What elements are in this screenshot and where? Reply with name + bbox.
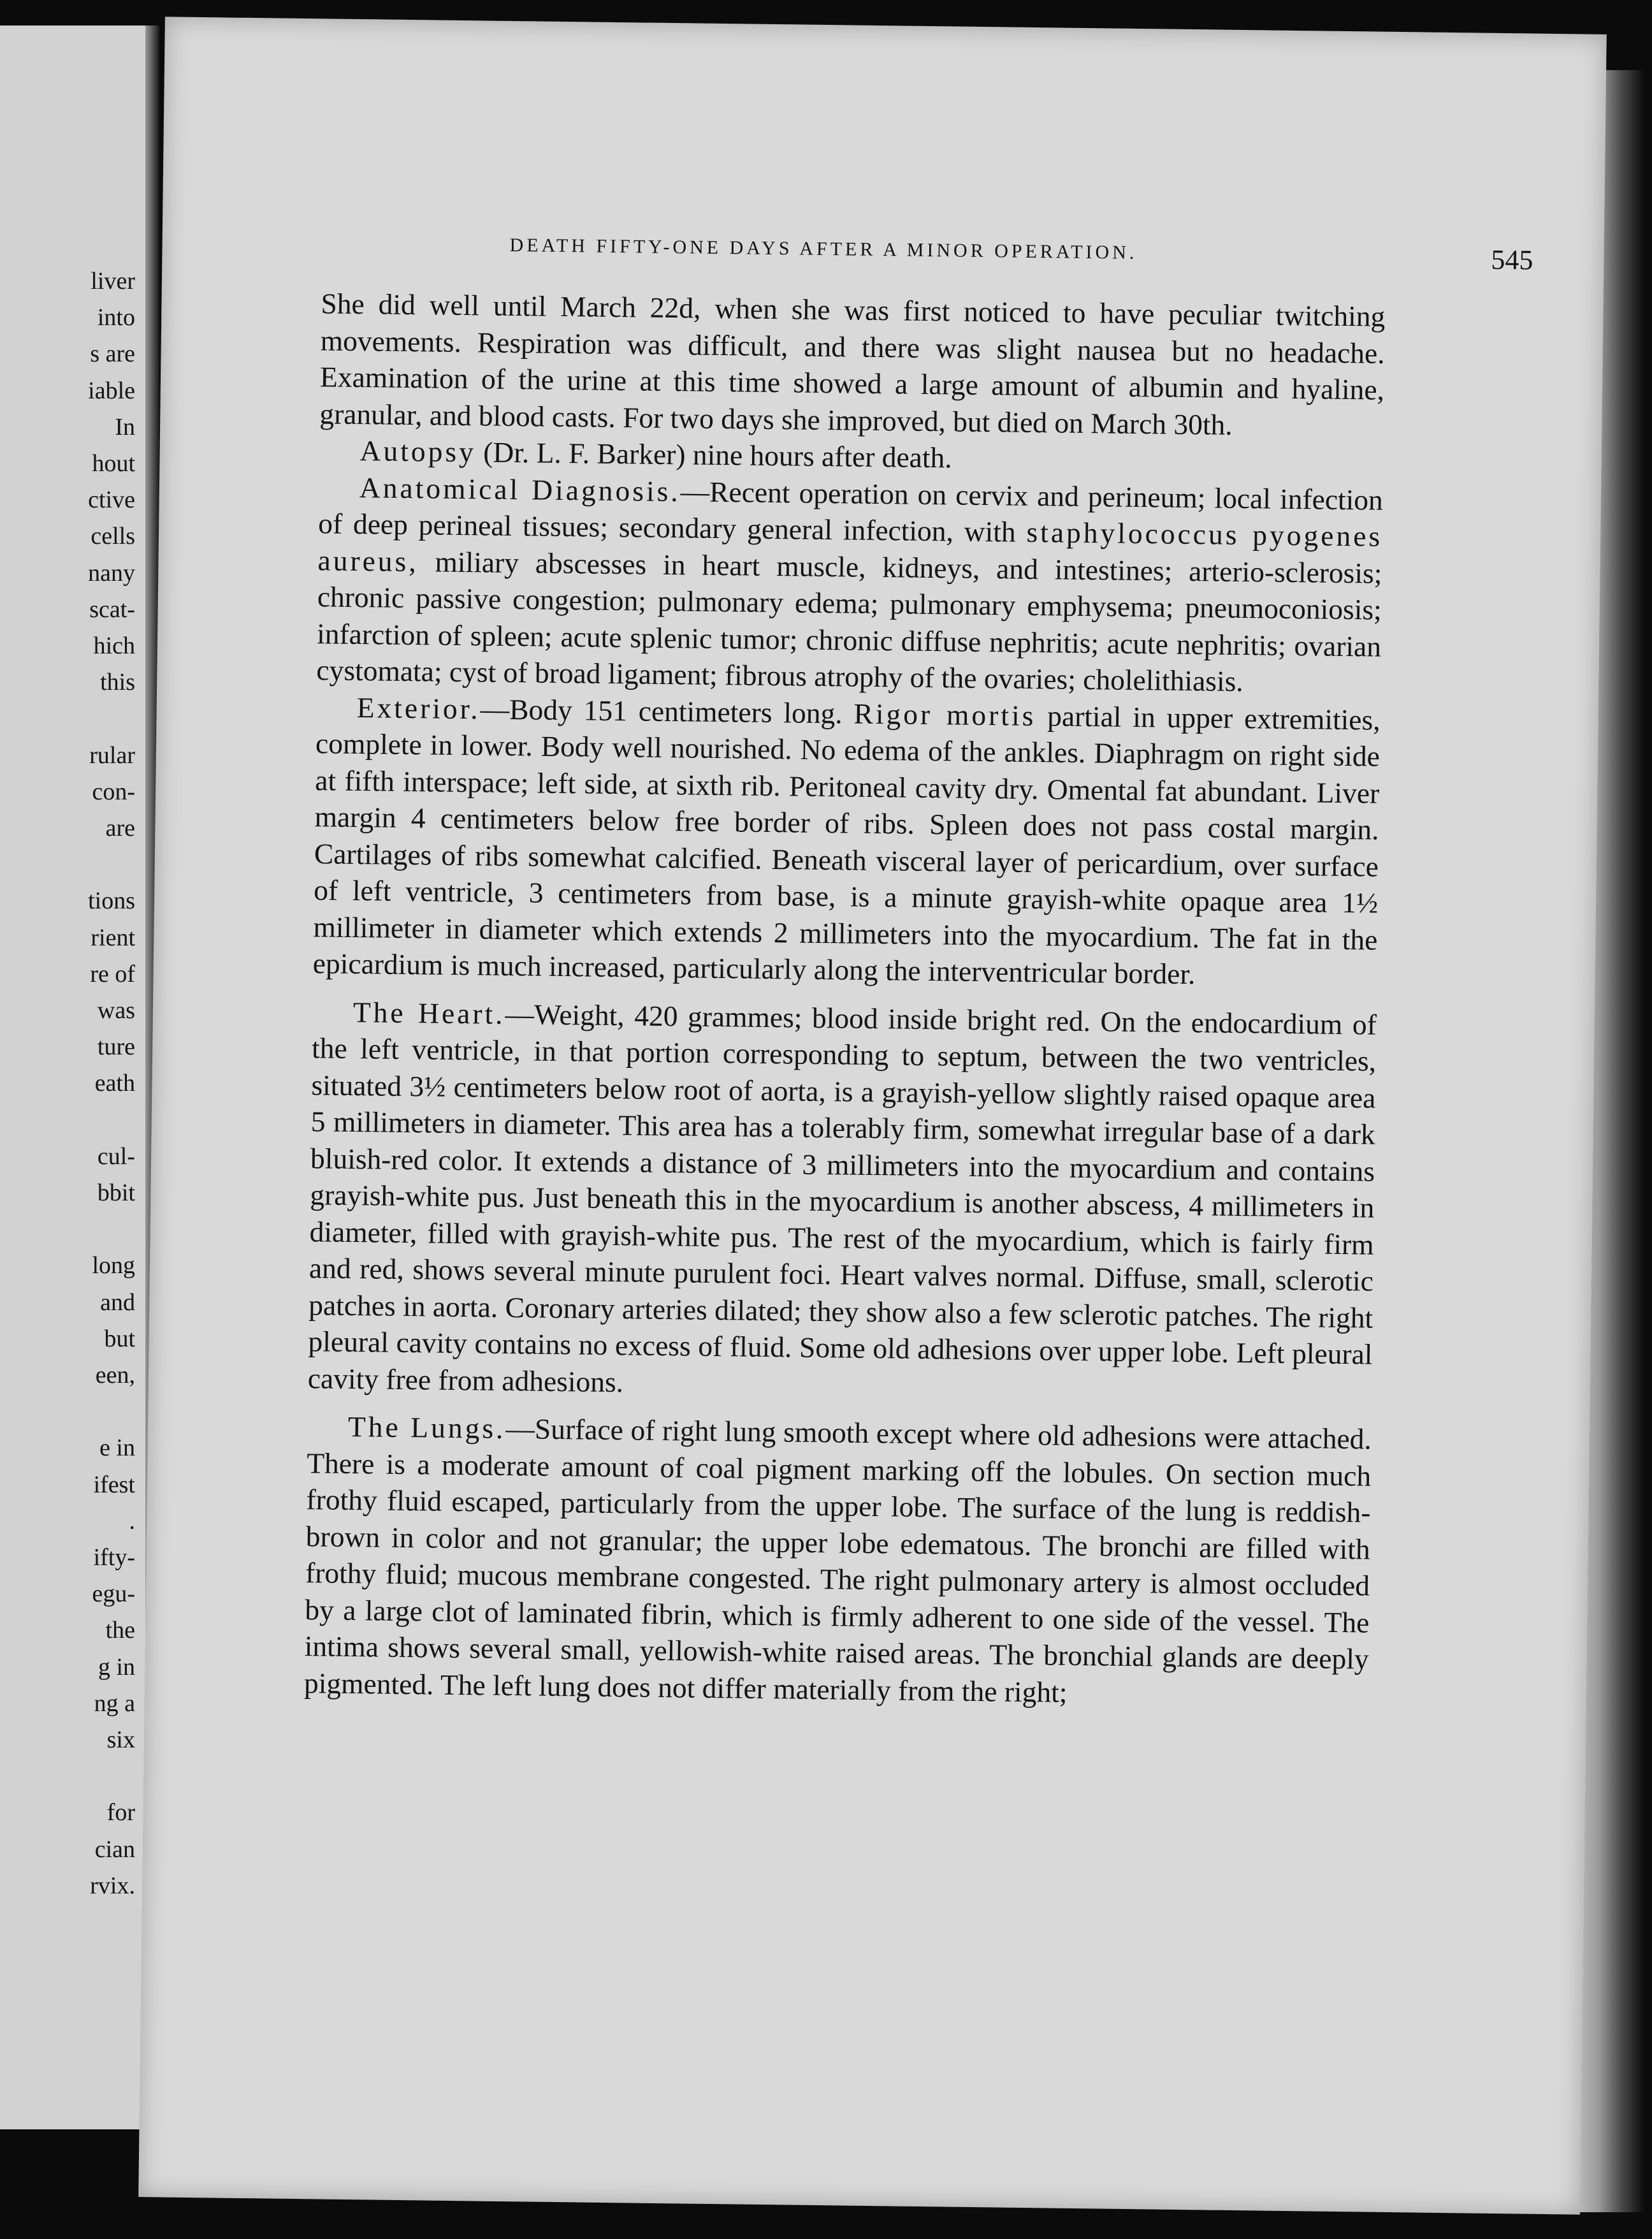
facing-page-line: con-: [92, 778, 135, 805]
facing-page-line: een,: [95, 1362, 135, 1389]
paragraph-heart: [308, 993, 1377, 1410]
exterior-text-b: partial in upper extremities, complete in lower. Body well nourished. No edema of the ankles. Diaphragm on right side at fifth interspace; left side, at sixth rib. Peritoneal cavity dry. Omental fat abundant. Liver margin 4 centimeters below free border of ribs. Spleen does not pass costal margin. Cartilages of ribs somewhat calcified. Beneath visceral layer of pericardium, over surface of left ventricle, 3 centimeters from base, is a minute grayish-white opaque area 1½ millimeter in diameter which extends 2 millimeters into the myocardium. The fat in the epicardium is much increased, particularly along the interventricular border.: [312, 699, 1380, 991]
facing-page-line: ctive: [88, 486, 135, 514]
facing-page-line: rular: [89, 741, 135, 769]
paragraph-exterior: [313, 689, 1380, 995]
paragraph-anatomical-diagnosis: [316, 469, 1383, 701]
facing-page-line: cian: [94, 1835, 135, 1863]
facing-page-line: eath: [94, 1070, 135, 1097]
book-page: [138, 17, 1607, 2214]
autopsy-text: (Dr. L. F. Barker) nine hours after death.: [475, 435, 953, 474]
lungs-text: —Surface of right lung smooth except where old adhesions were attached. There is a moderate amount of coal pigment marking off the lobules. On section much frothy fluid escaped, particularly from the upper lobe. The surface of the lung is reddish-brown in color and not granular; the upper lobe edematous. The bronchi are filled with frothy fluid; mucous membrane congested. The right pulmonary artery is almost occluded by a large clot of laminated fibrin, which is firmly adherent to one side of the vessel. The intima shows several small, yellowish-white raised areas. The bronchial glands are deeply pigmented. The left lung does not differ materially from the right;: [303, 1412, 1372, 1709]
facing-page-line: iable: [88, 377, 135, 404]
facing-page-line: s are: [90, 340, 135, 368]
body-text: [304, 285, 1386, 1714]
facing-page-line: hout: [92, 450, 135, 477]
facing-page-line: six: [106, 1726, 135, 1753]
facing-page-line: cells: [91, 523, 135, 550]
facing-page-line: into: [97, 304, 135, 332]
facing-page-line: this: [100, 669, 135, 696]
facing-page-line: ifest: [93, 1471, 135, 1498]
heart-text: —Weight, 420 grammes; blood inside bright red. On the endocardium of the left ventricle, in that portion corresponding to septum, between the two ventricles, situated 3½ centimeters below root of aorta, is a grayish-yellow slightly raised opaque area 5 millimeters in diameter. This area has a tolerably firm, somewhat irregular base of a dark bluish-red color. It extends a distance of 3 millimeters into the myocardium and contains grayish-white pus. Just beneath this in the myocardium is another abscess, 4 millimeters in diameter, filled with grayish-white pus. The rest of the myocardium, which is fairly firm and red, shows several minute purulent foci. Heart valves normal. Diffuse, small, sclerotic patches in aorta. Coronary arteries dilated; they show also a few sclerotic patches. The right pleural cavity contains no excess of fluid. Some old adhesions over upper lobe. Left pleural cavity free from adhesions.: [307, 997, 1377, 1398]
exterior-heading: Exterior.: [356, 690, 481, 725]
facing-page-line: and: [100, 1288, 135, 1316]
facing-page-line: e in: [99, 1434, 135, 1462]
organism-name: staphylococcus pyogenes aureus,: [317, 515, 1383, 578]
facing-page-line: ifty-: [93, 1544, 135, 1571]
facing-page-line: long: [92, 1252, 135, 1280]
facing-page-line: hich: [93, 632, 135, 659]
facing-page-line: scat-: [89, 595, 135, 623]
facing-page-line: was: [97, 997, 135, 1024]
facing-page-line: ng a: [94, 1689, 135, 1717]
facing-page-line: the: [105, 1617, 135, 1644]
paragraph-lungs: [304, 1408, 1372, 1714]
facing-page-line: bbit: [97, 1179, 135, 1206]
facing-page-line: liver: [91, 268, 135, 295]
facing-page-line: re of: [90, 960, 135, 988]
autopsy-heading: Autopsy: [359, 434, 477, 469]
facing-page-line: for: [106, 1799, 135, 1827]
facing-page: [0, 26, 159, 2129]
rigor-mortis-term: Rigor mortis: [853, 697, 1036, 732]
facing-page-line: egu-: [92, 1580, 135, 1608]
anatomical-diagnosis-heading: Anatomical Diagnosis.: [359, 470, 681, 507]
facing-page-line: nany: [88, 559, 135, 587]
facing-page-line: In: [115, 413, 135, 441]
running-head: DEATH FIFTY-ONE DAYS AFTER A MINOR OPERATION.: [509, 234, 1138, 263]
facing-page-line: cul-: [97, 1142, 135, 1170]
facing-page-line: rient: [91, 924, 135, 951]
exterior-text-a: —Body 151 centimeters long.: [480, 692, 854, 730]
anatomical-diagnosis-text-b: miliary abscesses in heart muscle, kidneys, and intestines; arterio-sclerosis; chronic passive congestion; pulmonary edema; pulmonary emphysema; pneumoconiosis; infarction of spleen; acute splenic tumor; chronic diffuse nephritis; acute nephritis; ovarian cystomata; cyst of broad ligament; fibrous atrophy of the ovaries; cholelithiasis.: [316, 544, 1382, 698]
facing-page-line: g in: [98, 1653, 135, 1681]
facing-page-line: ture: [97, 1033, 135, 1061]
facing-page-line: rvix.: [90, 1872, 135, 1899]
page-number: 545: [1491, 244, 1533, 276]
facing-page-line: are: [105, 815, 135, 842]
facing-page-line: tions: [88, 887, 135, 915]
lungs-heading: The Lungs.: [347, 1410, 506, 1445]
anatomical-diagnosis-text-a: —Recent operation on cervix and perineum; local infection of deep perineal tissues; secondary general infection, with: [317, 474, 1384, 548]
facing-page-line: .: [129, 1507, 135, 1535]
facing-page-line: but: [104, 1325, 135, 1352]
paragraph-clinical-course: She did well until March 22d, when she was first noticed to have peculiar twitching movements. Respiration was difficult, and there was slight nausea but no headache. Examination of the urine at this time showed a large amount of albumin and hyaline, granular, and blood casts. For two days she improved, but died on March 30th.: [319, 287, 1386, 441]
heart-heading: The Heart.: [352, 995, 505, 1030]
